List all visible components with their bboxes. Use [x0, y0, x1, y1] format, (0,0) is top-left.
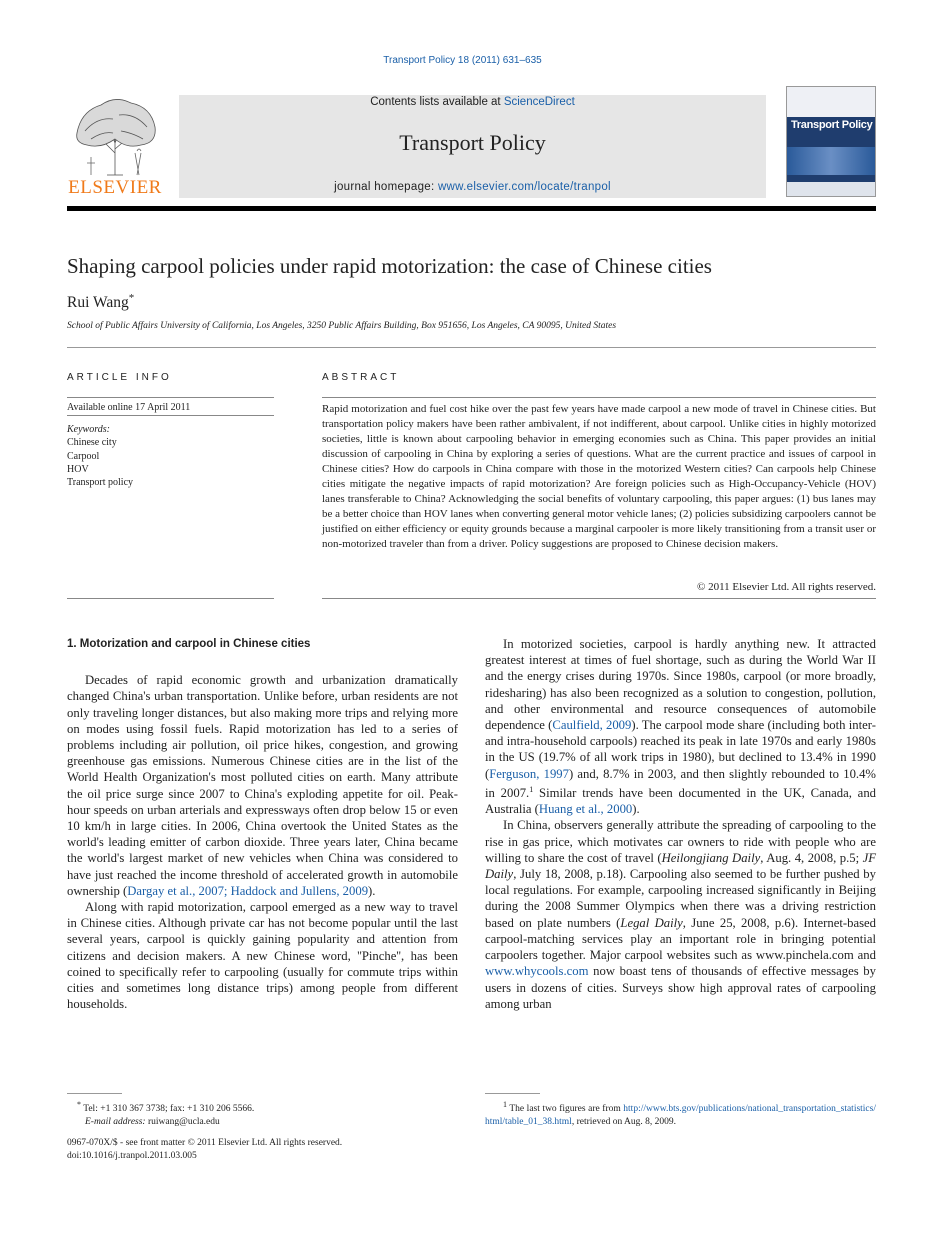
keywords-block: [67, 423, 274, 489]
author-name: Rui Wang*: [67, 292, 135, 312]
footnote-divider: [485, 1093, 540, 1094]
article-title: Shaping carpool policies under rapid motorization: the case of Chinese cities: [67, 254, 712, 278]
homepage-link[interactable]: www.elsevier.com/locate/tranpol: [437, 181, 611, 193]
journal-title: Transport Policy: [399, 130, 546, 155]
website-link[interactable]: www.whycools.com: [485, 964, 589, 979]
citation-link[interactable]: Huang et al., 2000: [538, 802, 633, 817]
author-email[interactable]: ruiwang@ucla.edu: [145, 1117, 220, 1128]
keyword-item: Carpool: [67, 450, 100, 462]
elsevier-logo: [67, 93, 163, 199]
section-heading: 1. Motorization and carpool in Chinese cities: [67, 638, 311, 650]
citation-link[interactable]: Dargay et al., 2007; Haddock and Jullens, 2009: [127, 883, 369, 898]
keyword-item: Transport policy: [67, 477, 134, 489]
journal-banner: [179, 95, 766, 198]
homepage-line: journal homepage: www.elsevier.com/locate/tranpol: [334, 181, 611, 193]
footnote-mark[interactable]: 1: [529, 784, 534, 794]
divider: [67, 415, 274, 416]
citation-link[interactable]: Ferguson, 1997: [489, 766, 569, 781]
journal-reference[interactable]: Transport Policy 18 (2011) 631–635: [383, 55, 542, 66]
cover-header: [787, 87, 875, 117]
contents-line: Contents lists available at ScienceDirect: [370, 96, 575, 108]
header-divider: [67, 206, 876, 211]
doi-line[interactable]: doi:10.1016/j.tranpol.2011.03.005: [67, 1151, 197, 1161]
divider: [322, 397, 876, 398]
divider: [67, 397, 274, 398]
issn-doi-block: [67, 1137, 342, 1163]
footnote-divider: [67, 1093, 122, 1094]
journal-cover-thumbnail[interactable]: [786, 86, 876, 197]
cover-title: Transport Policy: [791, 119, 873, 131]
cover-footer: [787, 182, 875, 196]
abstract-copyright: © 2011 Elsevier Ltd. All rights reserved.: [696, 581, 876, 593]
author-footnote-mark[interactable]: *: [128, 292, 135, 304]
divider: [67, 347, 876, 348]
footnote-1: $^1$ The last two figures are from http://www.bts.gov/publications/national_transportation_statistics/html/table_01_38.html, retrieved on Aug. 8, 2009.: [485, 1100, 876, 1128]
abstract-caption: ABSTRACT: [322, 372, 400, 383]
body-paragraph: In China, observers generally attribute the spreading of carpooling to the rise in gas price, which motivates car owners to ride with people who are willing to share the cost of travel (Heilongjiang Daily, Aug. 4, 2008, p.5; JF Daily, July 18, 2008, p.18). Carpooling also seemed to be further pushed by local regulations. For example, carpooling increased significantly in Beijing during the 2008 Summer Olympics when there was a driving restriction based on plate numbers (Legal Daily, June 25, 2008, p.6). Internet-based carpool-matching services play an important role in bringing potential carpoolers together. Major carpool websites such as www.pinchela.com and www.whycools.com now boast tens of thousands of effective messages by users in dozens of cities. Surveys show high approval rates of carpooling among urban: [485, 818, 876, 1011]
cover-image-band: [787, 147, 875, 175]
citation-link[interactable]: Caulfield, 2009: [552, 718, 632, 733]
author-affiliation: School of Public Affairs University of California, Los Angeles, 3250 Public Affairs Building, Box 951656, Los Angeles, CA 90095, United States: [67, 321, 617, 331]
divider: [67, 598, 274, 599]
tree-icon: [67, 93, 163, 177]
body-column-left: [67, 636, 458, 1012]
divider: [322, 598, 876, 599]
footnote-link[interactable]: http://www.bts.gov/publications/national_transportation_statistics/html/table_01_38.html: [485, 1104, 876, 1128]
issn-line: 0967-070X/$ - see front matter © 2011 Elsevier Ltd. All rights reserved.: [67, 1138, 343, 1148]
body-paragraph: In motorized societies, carpool is hardly anything new. It attracted greatest interest at times of fuel shortage, such as during the World War II and the energy crises during 1970s. Since 1980s, carpool (or more broadly, ridesharing) has also been recognized as a solution to congestion, pollution, and other environmental and resource consequences of automobile dependence (Caulfield, 2009). The carpool mode share (including both inter- and intra-household carpools) reached its peak in late 1970s and early 1980s in the US (19.7% of all work trips in 1980), but declined to 13.4% in 1990 (Ferguson, 1997) and, 8.7% in 2003, and then slightly rebounded to 10.4% in 2007.$^1$ Similar trends have been documented in the UK, Canada, and Australia (Huang et al., 2000).: [485, 637, 877, 817]
keyword-item: Chinese city: [67, 437, 117, 449]
available-online-date: Available online 17 April 2011: [67, 402, 191, 413]
elsevier-wordmark: ELSEVIER: [68, 177, 162, 198]
author-footnote: * Tel: +1 310 367 3738; fax: +1 310 206 5566. E-mail address: ruiwang@ucla.edu: [77, 1100, 255, 1128]
abstract-text: Rapid motorization and fuel cost hike over the past few years have made carpool a new mode of travel in Chinese cities. But transportation policy makers have been rather ambivalent, if not indifferent, about carpool. Unlike cities in highly motorized societies, little is known about carpooling behavior in emerging economies such as China. This paper provides an initial discussion of carpooling in China by exploring a series of questions. What are the current practice and issues of carpool in Chinese cities? How do carpools in China compare with those in the motorized Western cities? Can carpools help Chinese cities mitigate the negative impacts of rapid motorization? Are foreign policies such as High-Occupancy-Vehicle (HOV) lanes transferable to China? Acknowledging the social benefits of voluntary carpooling, this paper argues: (1) bus lanes may be a better choice than HOV lanes when converting general motor vehicle lanes; (2) policies subsidizing carpoolers cannot be justified on either efficiency or equity grounds because a marginal carpooler is more likely transitioning from a transit user or non-motorized traveler than from a driver. Policy suggestions are proposed to Chinese decision makers.: [322, 403, 876, 550]
body-paragraph: Decades of rapid economic growth and urbanization dramatically changed China's urban transportation. Unlike before, urban residents are not only traveling longer distances, but also making more trips and relying more on modes using fossil fuels. Rapid motorization has led to a series of problems including air pollution, oil price hikes, congestion, and growing greenhouse gas emissions. Numerous Chinese cities are in the list of the World Health Organization's most polluted cities on earth. Many attribute the oil price surge since 2007 to China's exploding appetite for oil. Peak-hour speeds on urban arterials and expressways often drop below 15 or even 10 km/h in large cities. In 2006, China overtook the United States as the world's leading emitter of carbon dioxide. Three years later, China became the world's largest market of new vehicles when China was considered to have just reached the income threshold of accelerated growth in automobile ownership (Dargay et al., 2007; Haddock and Jullens, 2009).: [67, 673, 458, 898]
keyword-item: HOV: [67, 463, 89, 475]
keywords-label: Keywords:: [67, 424, 110, 435]
sciencedirect-link[interactable]: ScienceDirect: [503, 96, 575, 108]
article-info-caption: ARTICLE INFO: [67, 372, 172, 383]
body-column-right: [485, 636, 876, 1012]
body-paragraph: Along with rapid motorization, carpool emerged as a new way to travel in Chinese cities. Although private car has not become popular until the last several years, carpool is quickly gaining popularity and attention from citizens and decision makers. A new Chinese word, ''Pinche'', has been coined to specifically refer to carpooling (usually for commute trips within cities and sometimes long distance trips) among people from different households.: [67, 900, 458, 1012]
